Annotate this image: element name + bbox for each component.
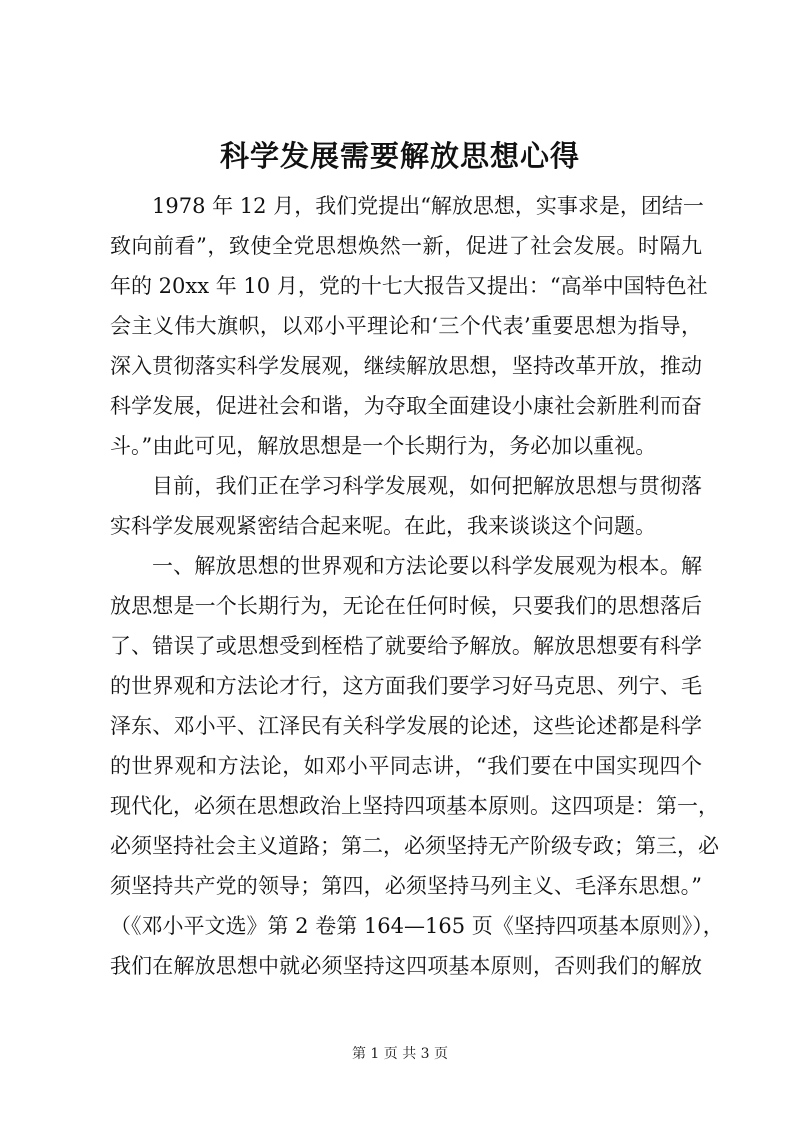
- paragraph-1-line-5: 深入贯彻落实科学发展观，继续解放思想，坚持改革开放，推动: [110, 354, 702, 378]
- page-footer: 第 1 页 共 3 页: [351, 1046, 449, 1062]
- paragraph-1-line-7: 斗。”由此可见，解放思想是一个长期行为，务必加以重视。: [110, 434, 657, 458]
- paragraph-3-line-6: 的世界观和方法论，如邓小平同志讲，“我们要在中国实现四个: [110, 754, 702, 778]
- paragraph-2-line-2: 实科学发展观紧密结合起来呢。在此，我来谈谈这个问题。: [110, 514, 656, 538]
- paragraph-3-line-9: 须坚持共产党的领导；第四，必须坚持马列主义、毛泽东思想。”: [110, 874, 702, 898]
- document-body: [110, 186, 724, 986]
- paragraph-1-line-3: 年的 20xx 年 10 月，党的十七大报告又提出：“高举中国特色社: [110, 274, 708, 298]
- paragraph-3-line-2: 放思想是一个长期行为，无论在任何时候，只要我们的思想落后: [110, 594, 702, 618]
- paragraph-3-line-3: 了、错误了或思想受到桎梏了就要给予解放。解放思想要有科学: [110, 634, 702, 658]
- paragraph-3-line-7: 现代化，必须在思想政治上坚持四项基本原则。这四项是：第一，: [110, 794, 719, 818]
- paragraph-3-line-1: 一、解放思想的世界观和方法论要以科学发展观为根本。解: [152, 554, 702, 578]
- paragraph-3-line-5: 泽东、邓小平、江泽民有关科学发展的论述，这些论述都是科学: [110, 714, 702, 738]
- paragraph-2-line-1: 目前，我们正在学习科学发展观，如何把解放思想与贯彻落: [152, 474, 702, 498]
- paragraph-1-line-4: 会主义伟大旗帜，以邓小平理论和‘三个代表’重要思想为指导，: [110, 314, 702, 338]
- paragraph-1-line-2: 致向前看”，致使全党思想焕然一新，促进了社会发展。时隔九: [110, 234, 702, 258]
- paragraph-3-line-10: （《邓小平文选》第 2 卷第 164—165 页《坚持四项基本原则》），: [110, 914, 724, 938]
- paragraph-1-line-1: 1978 年 12 月，我们党提出“解放思想，实事求是，团结一: [152, 194, 704, 218]
- paragraph-1-line-6: 科学发展，促进社会和谐，为夺取全面建设小康社会新胜利而奋: [110, 394, 702, 418]
- document-title: 科学发展需要解放思想心得: [219, 139, 580, 173]
- paragraph-3-line-8: 必须坚持社会主义道路；第二，必须坚持无产阶级专政；第三，必: [110, 834, 719, 858]
- paragraph-3-line-4: 的世界观和方法论才行，这方面我们要学习好马克思、列宁、毛: [110, 674, 702, 698]
- paragraph-3-line-11: 我们在解放思想中就必须坚持这四项基本原则，否则我们的解放: [110, 954, 702, 978]
